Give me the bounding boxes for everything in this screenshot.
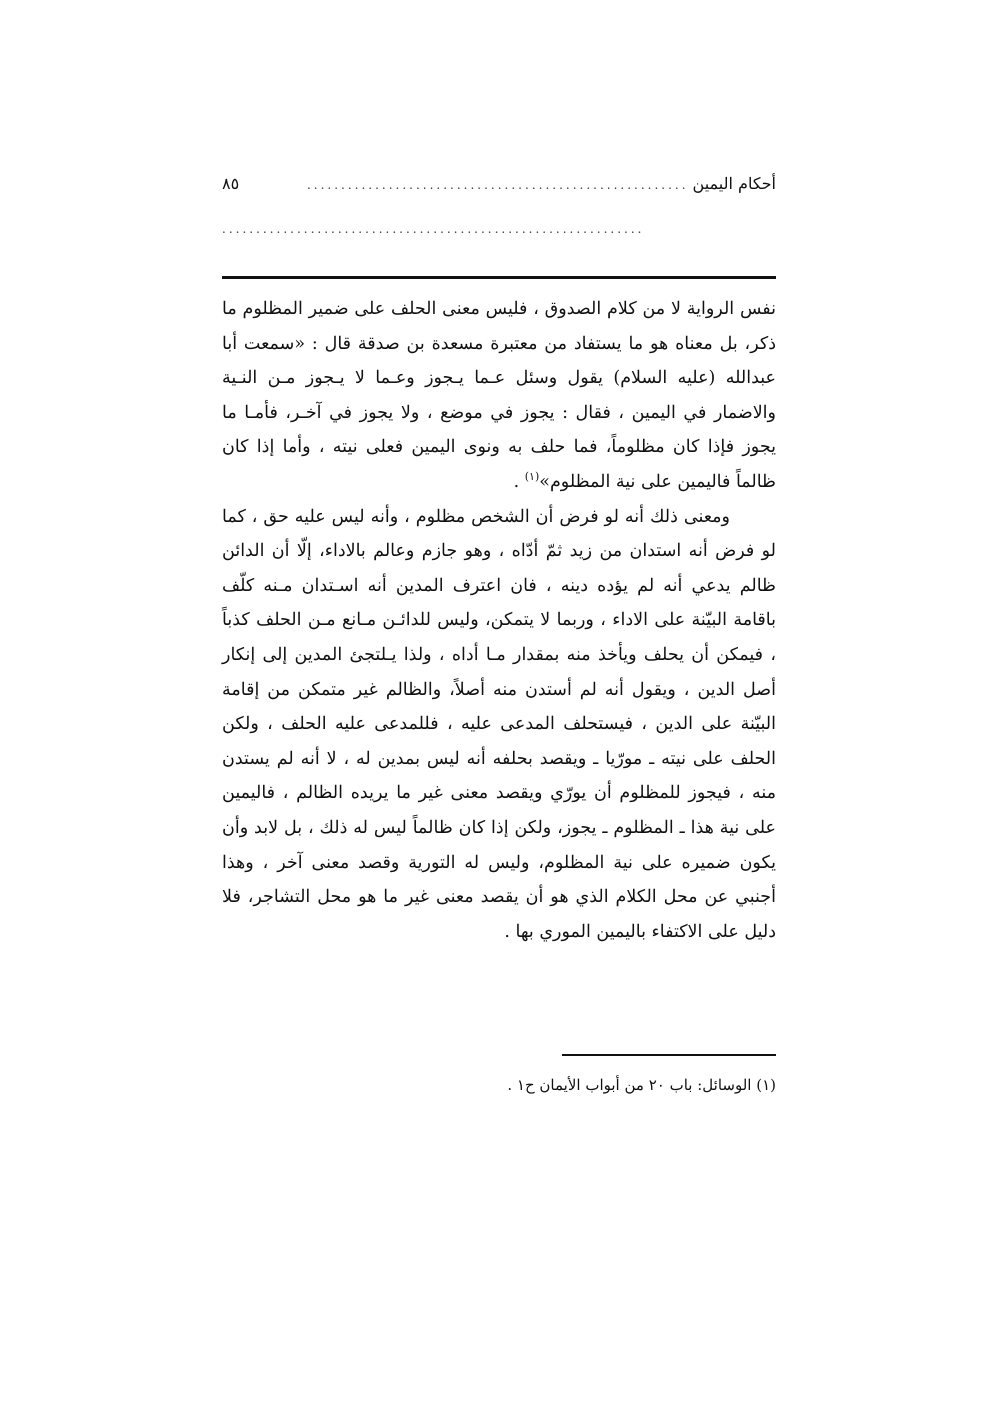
footnote-reference: (١) bbox=[524, 470, 540, 484]
running-header bbox=[222, 174, 776, 198]
body-text bbox=[222, 292, 776, 949]
paragraph-1 bbox=[222, 292, 776, 500]
page-number: ٨٥ bbox=[222, 174, 240, 193]
paragraph-1-text: نفس الرواية لا من كلام الصدوق ، فليس معنى الحلف على ضمير المظلوم ما ذكر، بل معناه هو ما يستفاد من معتبرة مسعدة بن صدقة قال : «سمعت أبا عبدالله (عليه السلام) يقول وسئل عـما يـجوز وعـما لا يـجوز مـن النـية والاضمار في اليمين ، فقال : يجوز في موضع ، ولا يجوز في آخـر، فأمـا ما يجوز فإذا كان مظلوماً، فما حلف به ونوى اليمين فعلى نيته ، وأما إذا كان ظالماً فاليمين على نية المظلوم» bbox=[222, 299, 776, 492]
footnote-rule bbox=[562, 1054, 776, 1056]
header-rule bbox=[222, 276, 776, 279]
paragraph-2: ومعنى ذلك أنه لو فرض أن الشخص مظلوم ، وأنه ليس عليه حق ، كما لو فرض أنه استدان من زيد ثمّ أدّاه ، وهو جازم وعالم بالاداء، إلّا أن الدائن ظالم يدعي أنه لم يؤده دينه ، فان اعترف المدين أنه اسـتدان مـنه كلّف باقامة البيّنة على الاداء ، وربما لا يتمكن، وليس للدائـن مـانع مـن الحلف كذباً ، فيمكن أن يحلف ويأخذ منه بمقدار مـا أداه ، ولذا يـلتجئ المدين إلى إنكار أصل الدين ، ويقول أنه لم أستدن منه أصلاً، والظالم غير متمكن من إقامة البيّنة على الدين ، فيستحلف المدعى عليه ، فللمدعى عليه الحلف ، ولكن الحلف على نيته ـ مورّيا ـ ويقصد بحلفه أنه ليس بمدين له ، لا أنه لم يستدن منه ، فيجوز للمظلوم أن يورّي ويقصد معنى غير ما يريده الظالم ، فاليمين على نية هذا ـ المظلوم ـ يجوز، ولكن إذا كان ظالماً ليس له ذلك ، بل لابد وأن يكون ضميره على نية المظلوم، وليس له التورية وقصد معنى آخر ، وهذا أجنبي عن محل الكلام الذي هو أن يقصد معنى غير ما هو محل التشاجر، فلا دليل على الاكتفاء باليمين الموري بها . bbox=[222, 506, 776, 942]
header-title: أحكام اليمين bbox=[692, 174, 776, 193]
dotted-separator: .............................................................. bbox=[222, 222, 645, 236]
paragraph-1-end: . bbox=[513, 471, 525, 492]
header-leader-dots: ........................................................ bbox=[306, 178, 689, 192]
footnote: (١) الوسائل: باب ٢٠ من أبواب الأيمان ح١ . bbox=[507, 1076, 776, 1094]
